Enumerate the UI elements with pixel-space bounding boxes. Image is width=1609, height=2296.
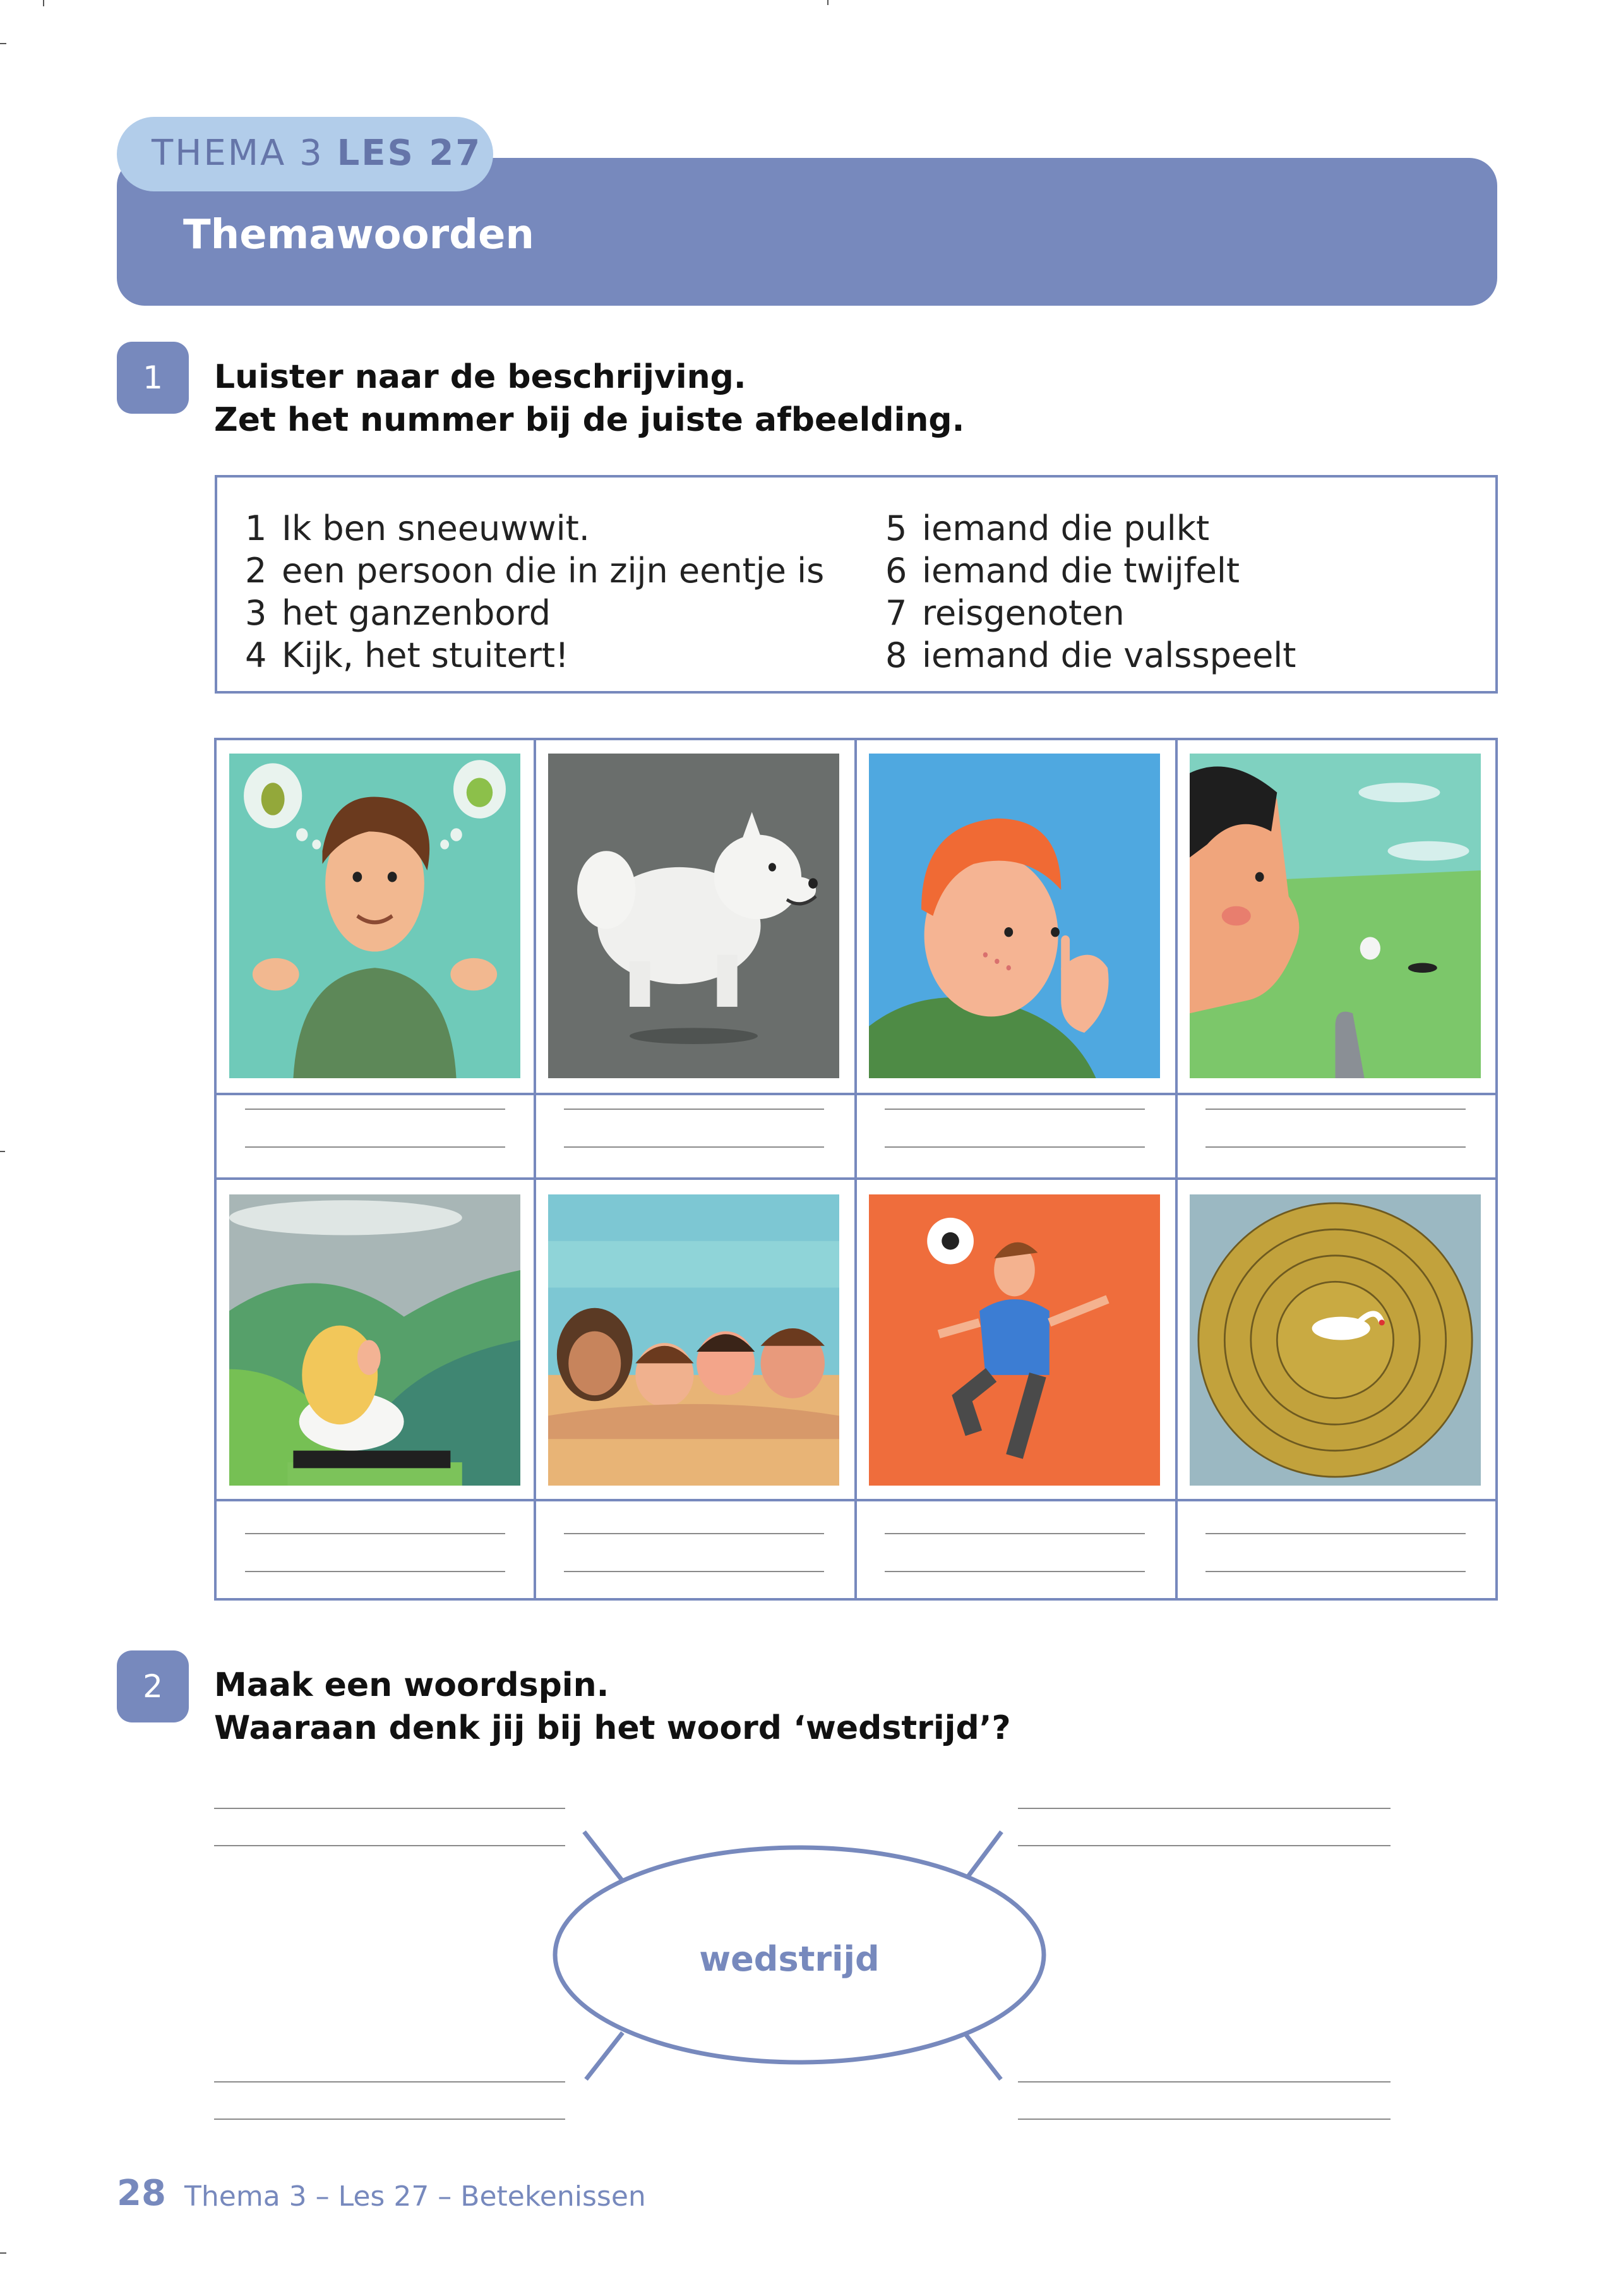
word-list-box — [215, 475, 1498, 694]
answer-line[interactable] — [245, 1571, 505, 1572]
spider-write-line[interactable] — [1018, 1808, 1391, 1809]
word-item: 3 het ganzenbord — [245, 593, 551, 633]
nose-picking-boy-icon — [869, 754, 1160, 1078]
doubting-boy-icon — [229, 754, 520, 1078]
word-item: 2 een persoon die in zijn eentje is — [245, 551, 825, 591]
spider-write-line[interactable] — [214, 2081, 565, 2083]
grid-divider — [854, 738, 857, 1601]
answer-line[interactable] — [885, 1146, 1145, 1148]
goose-game-board-icon — [1190, 1194, 1481, 1486]
spider-write-line[interactable] — [1018, 1845, 1391, 1846]
footer-breadcrumb: Thema 3 – Les 27 – Betekenissen — [184, 2180, 646, 2213]
word-list-right — [885, 507, 1296, 676]
page-number: 28 — [117, 2173, 166, 2214]
instruction-line: Zet het nummer bij de juiste afbeelding. — [214, 401, 965, 439]
spider-leg — [967, 1832, 1002, 1877]
answer-line[interactable] — [1205, 1109, 1466, 1110]
word-item: 5 iemand die pulkt — [885, 508, 1210, 548]
crop-mark — [0, 2252, 6, 2254]
answer-line[interactable] — [1205, 1146, 1466, 1148]
spider-write-line[interactable] — [214, 1845, 565, 1846]
answer-line[interactable] — [885, 1109, 1145, 1110]
answer-line[interactable] — [564, 1571, 824, 1572]
grid-divider — [534, 738, 536, 1601]
grid-divider — [214, 1499, 1498, 1501]
spider-leg — [964, 2033, 1001, 2079]
spider-write-line[interactable] — [214, 1808, 565, 1809]
word-item: 1 Ik ben sneeuwwit. — [245, 508, 590, 548]
exercise-instruction — [214, 1664, 1011, 1750]
answer-line[interactable] — [885, 1533, 1145, 1534]
instruction-line: Luister naar de beschrijving. — [214, 358, 746, 396]
crop-mark — [0, 43, 6, 44]
answer-line[interactable] — [564, 1533, 824, 1534]
exercise-number-badge: 1 — [117, 342, 189, 414]
crop-mark — [0, 1151, 5, 1152]
grid-divider — [214, 1093, 1498, 1095]
word-item: 6 iemand die twijfelt — [885, 551, 1240, 591]
girl-alone-mountains-icon — [229, 1194, 520, 1486]
family-beach-icon — [548, 1194, 839, 1486]
answer-line[interactable] — [245, 1533, 505, 1534]
page-title: Themawoorden — [183, 212, 534, 258]
answer-line[interactable] — [1205, 1571, 1466, 1572]
exercise-instruction — [214, 356, 964, 442]
boy-bouncing-ball-icon — [869, 1194, 1160, 1486]
white-dog-icon — [548, 754, 839, 1078]
grid-divider — [214, 1177, 1498, 1180]
word-list-left — [245, 507, 824, 676]
lesson-tab-label: THEMA 3 LES 27 — [152, 133, 482, 174]
spider-leg — [584, 1832, 623, 1881]
answer-line[interactable] — [885, 1571, 1145, 1572]
crop-mark — [43, 0, 44, 6]
grid-divider — [1175, 738, 1178, 1601]
crop-mark — [827, 0, 828, 5]
spider-write-line[interactable] — [1018, 2081, 1391, 2083]
spider-write-line[interactable] — [214, 2119, 565, 2120]
golf-cheater-icon — [1190, 754, 1481, 1078]
spider-leg — [586, 2033, 623, 2079]
spider-center-word: wedstrijd — [699, 1939, 880, 1979]
word-item: 8 iemand die valsspeelt — [885, 635, 1296, 675]
instruction-line: Waaraan denk jij bij het woord ‘wedstrijd’? — [214, 1709, 1011, 1747]
instruction-line: Maak een woordspin. — [214, 1666, 609, 1704]
answer-line[interactable] — [245, 1146, 505, 1148]
word-item: 7 reisgenoten — [885, 593, 1125, 633]
exercise-number-badge: 2 — [117, 1650, 189, 1722]
answer-line[interactable] — [245, 1109, 505, 1110]
answer-line[interactable] — [1205, 1533, 1466, 1534]
answer-line[interactable] — [564, 1146, 824, 1148]
spider-write-line[interactable] — [1018, 2119, 1391, 2120]
answer-line[interactable] — [564, 1109, 824, 1110]
word-item: 4 Kijk, het stuitert! — [245, 635, 569, 675]
